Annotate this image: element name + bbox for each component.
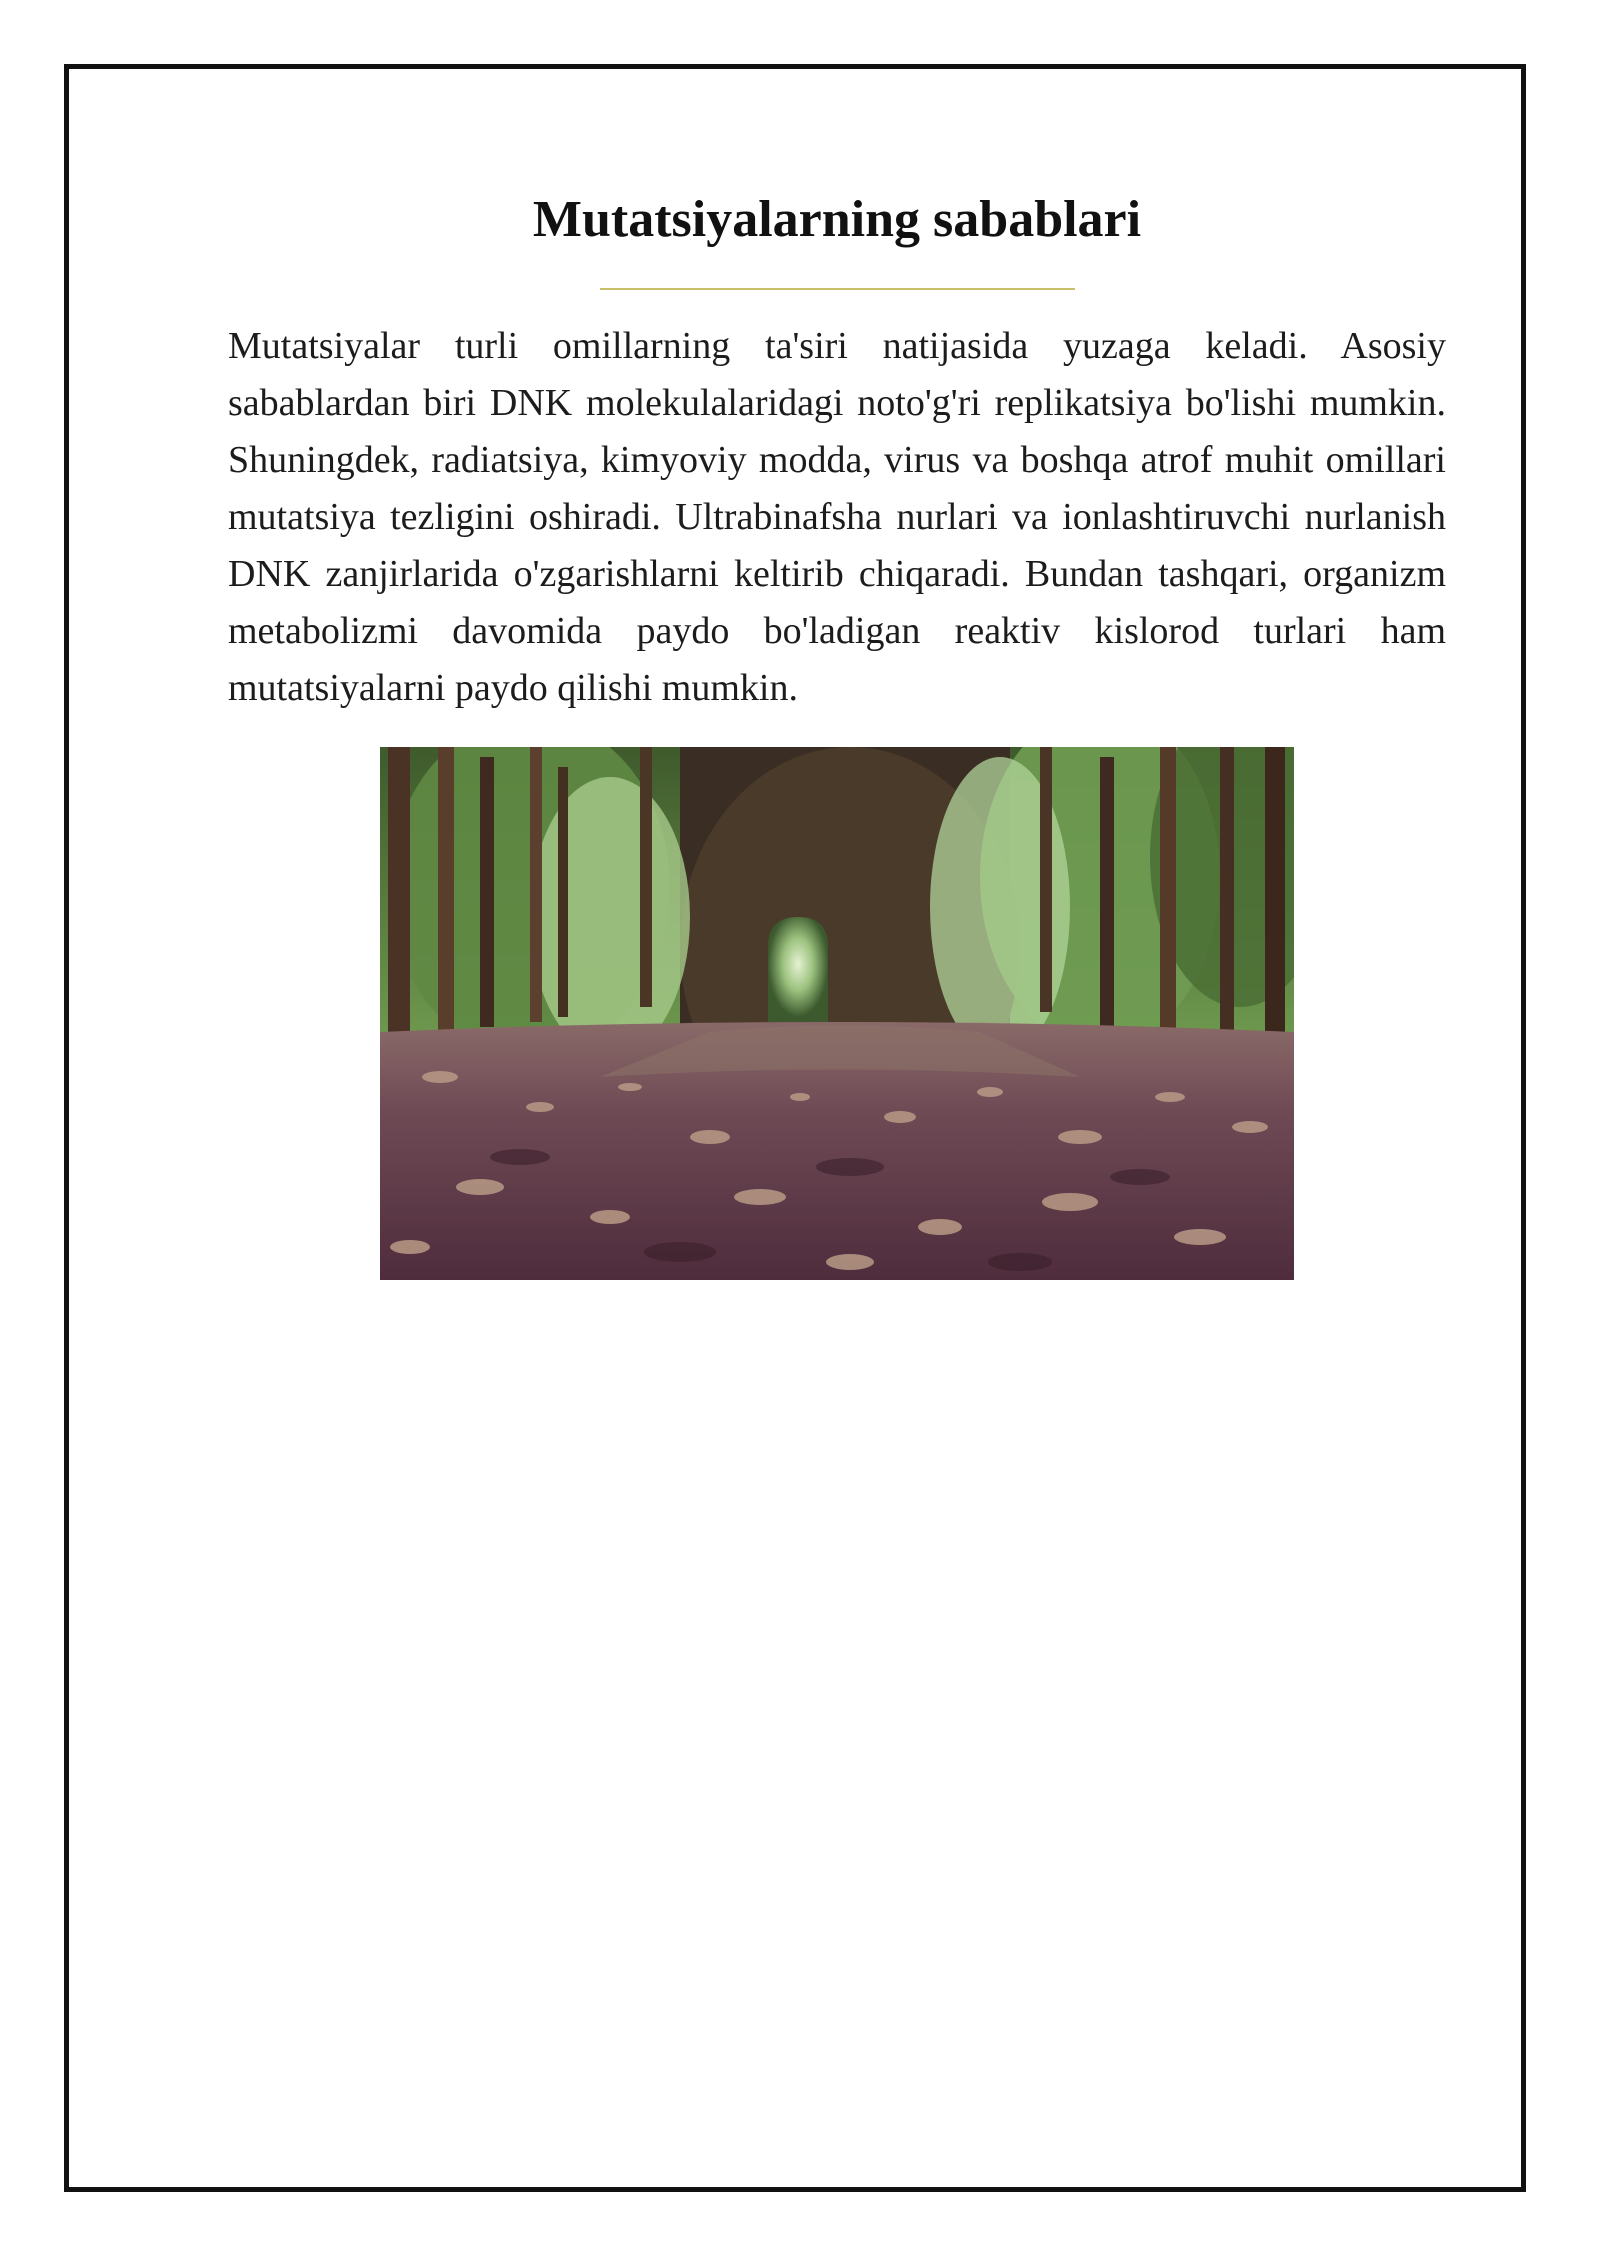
page-content xyxy=(228,180,1446,1280)
page-title: Mutatsiyalarning sabablari xyxy=(532,191,1142,248)
body-paragraph: Mutatsiyalar turli omillarning ta'siri natijasida yuzaga keladi. Asosiy sabablardan biri DNK molekulalaridagi noto'g'ri replikatsiya bo'lishi mumkin. Shuningdek, radiatsiya, kimyoviy modda, virus va boshqa atrof muhit omillari mutatsiya tezligini oshiradi. Ultrabinafsha nurlari va ionlashtiruvchi nurlanish DNK zanjirlarida o'zgarishlarni keltirib chiqaradi. Bundan tashqari, organizm metabolizmi davomida paydo bo'ladigan reaktiv kislorod turlari ham mutatsiyalarni paydo qilishi mumkin. xyxy=(228,325,1446,709)
forest-path-photo xyxy=(380,747,1294,1280)
title-underline xyxy=(600,288,1075,290)
